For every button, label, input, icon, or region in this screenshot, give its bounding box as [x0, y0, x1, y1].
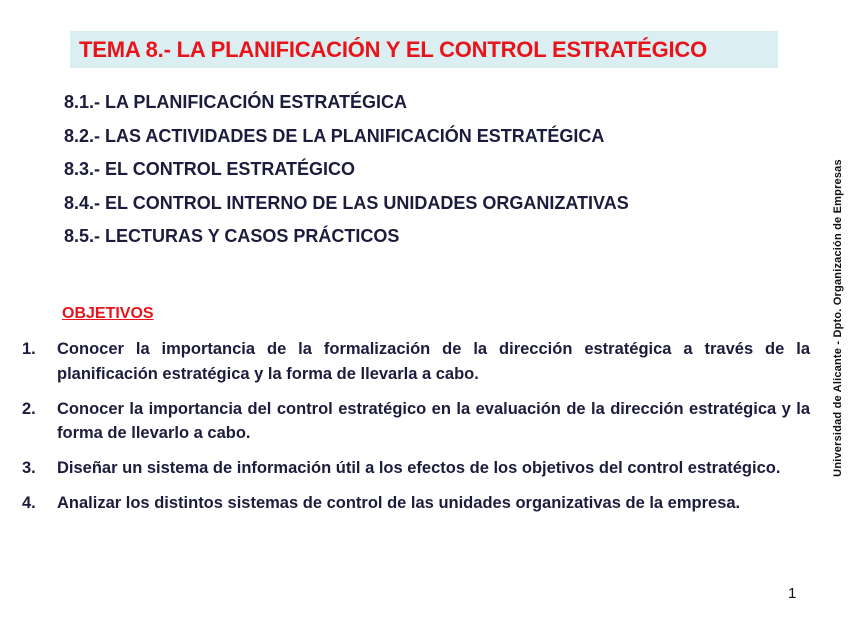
page-title: TEMA 8.- LA PLANIFICACIÓN Y EL CONTROL ESTRATÉGICO	[79, 36, 708, 62]
objective-text: Analizar los distintos sistemas de control de las unidades organizativas de la empresa.	[57, 494, 741, 512]
section-item: 8.3.- EL CONTROL ESTRATÉGICO	[64, 159, 356, 179]
title-banner	[70, 31, 778, 68]
page-number: 1	[788, 585, 797, 602]
objective-text: Conocer la importancia del control estratégico en la evaluación de la dirección estratégica y la forma de llevarlo a cabo.	[57, 399, 810, 442]
objective-number: 4.	[22, 494, 36, 512]
section-item: 8.5.- LECTURAS Y CASOS PRÁCTICOS	[64, 226, 400, 246]
section-list	[64, 90, 629, 258]
section-item: 8.1.- LA PLANIFICACIÓN ESTRATÉGICA	[64, 92, 408, 112]
objective-number: 3.	[22, 459, 36, 477]
objective-item	[22, 491, 810, 516]
objective-item	[22, 397, 810, 446]
objective-item	[22, 456, 810, 481]
objective-number: 1.	[22, 340, 36, 358]
section-item: 8.2.- LAS ACTIVIDADES DE LA PLANIFICACIÓN ESTRATÉGICA	[64, 125, 605, 146]
objective-text: Diseñar un sistema de información útil a los efectos de los objetivos del control estratégico.	[57, 459, 781, 477]
section-item: 8.4.- EL CONTROL INTERNO DE LAS UNIDADES ORGANIZATIVAS	[64, 192, 629, 213]
objectives-heading: OBJETIVOS	[62, 305, 154, 322]
objectives-list	[22, 337, 810, 526]
objective-item	[22, 337, 810, 386]
university-footer-vertical: Universidad de Alicante - Dpto. Organización de Empresas	[832, 159, 844, 477]
objective-text: Conocer la importancia de la formalización de la dirección estratégica a través de la planificación estratégica y la forma de llevarla a cabo.	[57, 340, 810, 383]
objective-number: 2.	[22, 399, 36, 418]
